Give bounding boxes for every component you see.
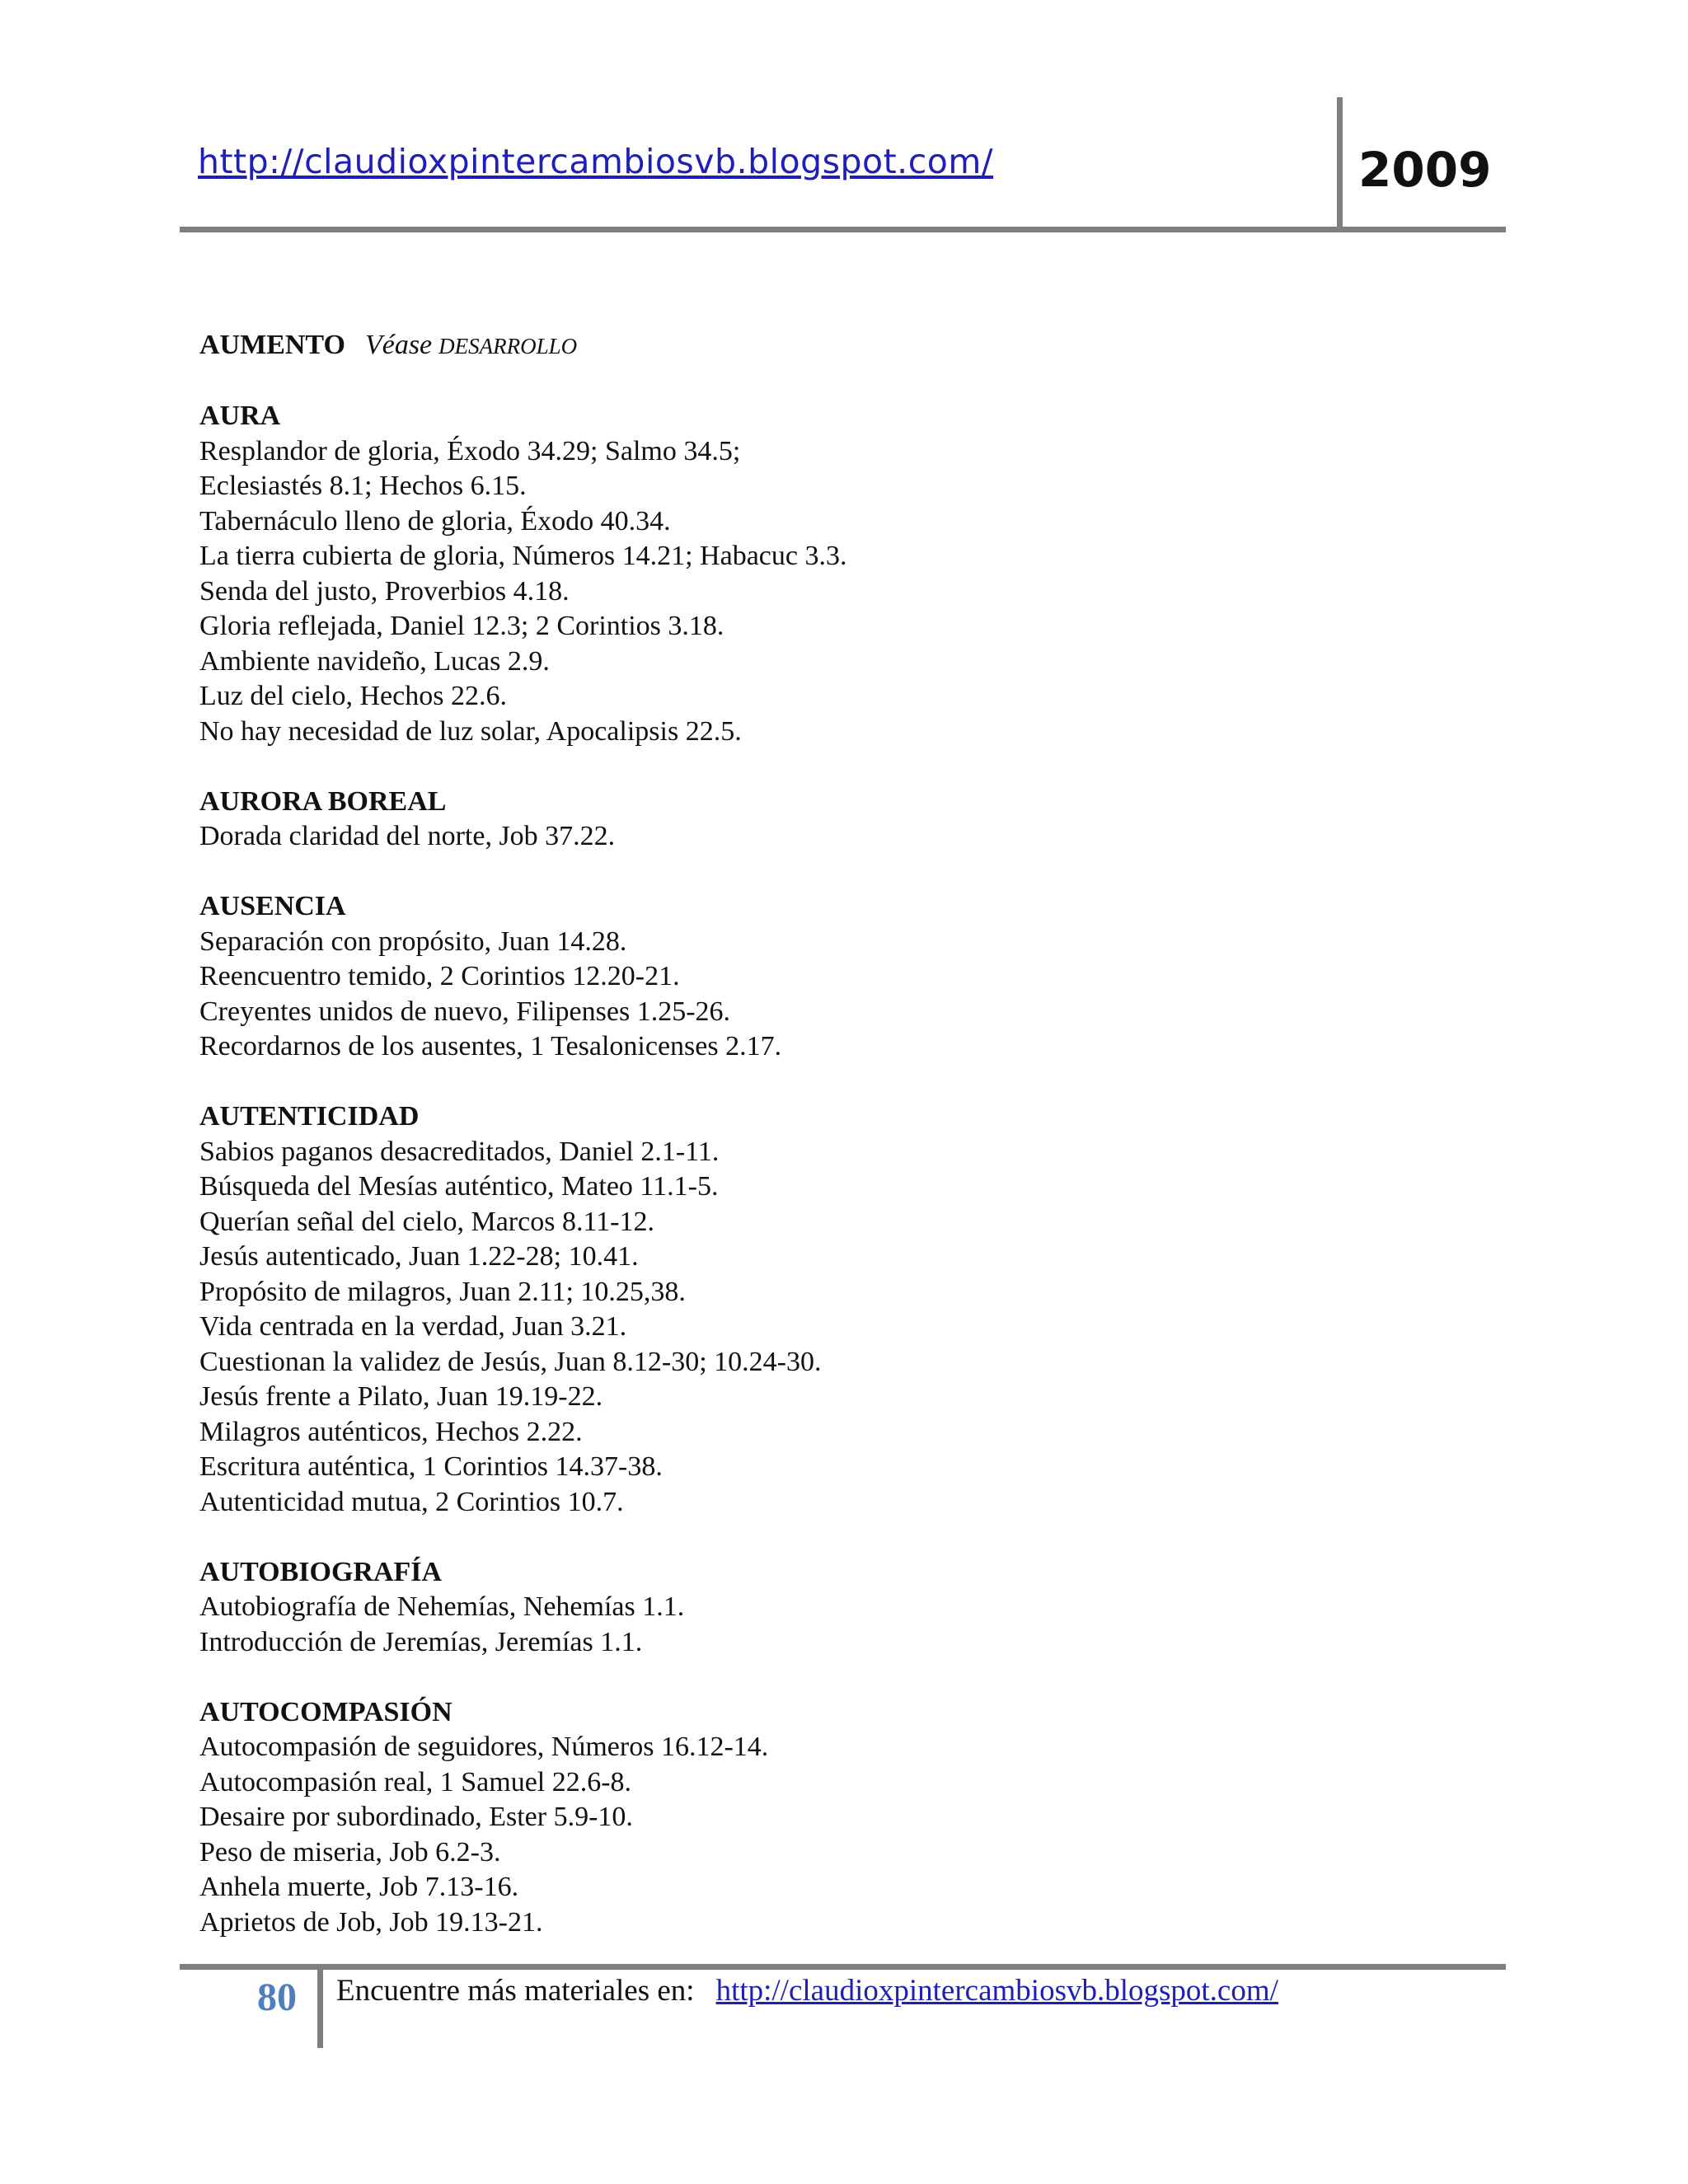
entry-block	[199, 1555, 1436, 1661]
entry-reference-line: Desaire por subordinado, Ester 5.9-10.	[199, 1802, 633, 1832]
entry-reference-line: Búsqueda del Mesías auténtico, Mateo 11.1-5.	[199, 1171, 719, 1202]
entry-reference-line: Escritura auténtica, 1 Corintios 14.37-38.	[199, 1451, 663, 1482]
footer-divider-vertical	[317, 1964, 323, 2048]
entry-reference-line: Jesús autenticado, Juan 1.22-28; 10.41.	[199, 1241, 639, 1272]
entry-reference-line: Gloria reflejada, Daniel 12.3; 2 Corintios 3.18.	[199, 611, 724, 641]
entry-reference-line: Senda del justo, Proverbios 4.18.	[199, 575, 570, 607]
entry-reference-line: Vida centrada en la verdad, Juan 3.21.	[199, 1311, 627, 1342]
see-also-target: DESARROLLO	[438, 334, 578, 359]
footer-text: Encuentre más materiales en:	[336, 1974, 695, 2008]
entry-reference-line: Peso de miseria, Job 6.2-3.	[199, 1836, 501, 1868]
page-content	[199, 328, 1436, 1975]
entry-reference-line: Autocompasión real, 1 Samuel 22.6-8.	[199, 1766, 632, 1797]
entry-term: AURA	[199, 401, 281, 431]
entry-term: AUSENCIA	[199, 891, 346, 921]
entry-term: AUTOBIOGRAFÍA	[199, 1556, 443, 1587]
entry-reference-line: Milagros auténticos, Hechos 2.22.	[199, 1416, 583, 1447]
header-divider-vertical	[1337, 97, 1343, 229]
entry-reference-line: No hay necesidad de luz solar, Apocalipsis 22.5.	[199, 715, 742, 747]
entry-reference-line: Resplandor de gloria, Éxodo 34.29; Salmo 34.5;	[199, 435, 741, 466]
entry-block	[199, 889, 1436, 1065]
entry-reference-line: Dorada claridad del norte, Job 37.22.	[199, 821, 616, 851]
entry-reference-line: Tabernáculo lleno de gloria, Éxodo 40.34.	[199, 505, 671, 537]
page-number: 80	[257, 1975, 297, 2019]
entry-reference-line: Autocompasión de seguidores, Números 16.12-14.	[199, 1732, 769, 1762]
entry-reference-line: Reencuentro temido, 2 Corintios 12.20-21.	[199, 961, 680, 991]
entry-heading-line	[199, 328, 1436, 364]
header-rule	[180, 227, 1506, 232]
footer-rule	[180, 1964, 1506, 1970]
footer-blog-link[interactable]: http://claudioxpintercambiosvb.blogspot.com/	[715, 1974, 1278, 2008]
entry-term: AUTOCOMPASIÓN	[199, 1696, 452, 1727]
entry-reference-line: Propósito de milagros, Juan 2.11; 10.25,38.	[199, 1276, 686, 1307]
entry-term: AUMENTO	[199, 330, 345, 360]
entry-block	[199, 399, 1436, 749]
entry-term: AUTENTICIDAD	[199, 1101, 420, 1132]
header-blog-link[interactable]: http://claudioxpintercambiosvb.blogspot.com/	[198, 142, 994, 181]
entry-reference-line: Creyentes unidos de nuevo, Filipenses 1.25-26.	[199, 996, 731, 1027]
entry-reference-line: Sabios paganos desacreditados, Daniel 2.1-11.	[199, 1136, 720, 1167]
entry-reference-line: Recordarnos de los ausentes, 1 Tesalonicenses 2.17.	[199, 1031, 782, 1062]
entry-block	[199, 1695, 1436, 1941]
entry-reference-line: Cuestionan la validez de Jesús, Juan 8.12-30; 10.24-30.	[199, 1346, 822, 1377]
entry-reference-line: Aprietos de Job, Job 19.13-21.	[199, 1906, 543, 1938]
footer-note	[336, 1973, 1278, 2008]
entry-reference-line: Luz del cielo, Hechos 22.6.	[199, 681, 507, 711]
see-also-label: Véase	[364, 330, 433, 360]
entry-reference-line: Querían señal del cielo, Marcos 8.11-12.	[199, 1206, 655, 1237]
entry-block	[199, 1099, 1436, 1520]
entry-reference-line: Ambiente navideño, Lucas 2.9.	[199, 645, 550, 677]
entry-term: AURORA BOREAL	[199, 785, 447, 817]
header-year: 2009	[1358, 142, 1492, 198]
entry-reference-line: Introducción de Jeremías, Jeremías 1.1.	[199, 1626, 643, 1657]
entry-reference-line: Separación con propósito, Juan 14.28.	[199, 926, 627, 957]
entry-aumento	[199, 328, 1436, 364]
entry-reference-line: Anhela muerte, Job 7.13-16.	[199, 1872, 519, 1902]
entry-reference-line: La tierra cubierta de gloria, Números 14.21; Habacuc 3.3.	[199, 541, 847, 571]
entry-list	[199, 399, 1436, 1940]
entry-reference-line: Autobiografía de Nehemías, Nehemías 1.1.	[199, 1591, 685, 1622]
entry-reference-line: Jesús frente a Pilato, Juan 19.19-22.	[199, 1381, 603, 1412]
entry-reference-line: Autenticidad mutua, 2 Corintios 10.7.	[199, 1486, 624, 1517]
entry-block	[199, 785, 1436, 855]
entry-reference-line: Eclesiastés 8.1; Hechos 6.15.	[199, 471, 527, 501]
